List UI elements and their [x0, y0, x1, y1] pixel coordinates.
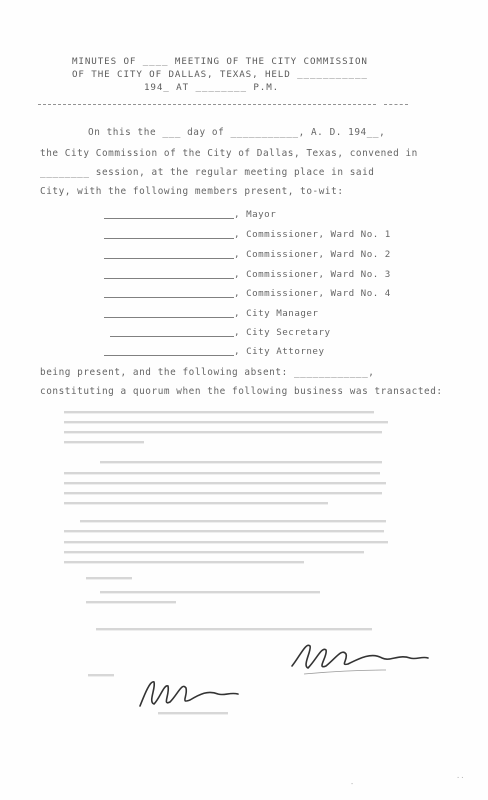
header-separator: [38, 104, 376, 105]
member-blank-ward-3: [104, 278, 234, 279]
scan-mark-left: -: [350, 780, 355, 788]
member-blank-ward-2: [104, 258, 234, 259]
member-role-city-attorney: , City Attorney: [234, 346, 325, 357]
member-blank-city-attorney: [104, 355, 234, 356]
member-role-ward-1: , Commissioner, Ward No. 1: [234, 229, 391, 240]
member-blank-ward-1: [104, 238, 234, 239]
member-role-ward-3: , Commissioner, Ward No. 3: [234, 269, 391, 280]
member-blank-mayor: [104, 218, 234, 219]
scan-mark-right: ··: [456, 774, 465, 782]
member-role-city-manager: , City Manager: [234, 308, 319, 319]
member-blank-city-manager: [104, 317, 234, 318]
member-role-ward-4: , Commissioner, Ward No. 4: [234, 288, 391, 299]
header-line-2: OF THE CITY OF DALLAS, TEXAS, HELD ___________: [72, 69, 368, 80]
member-role-city-secretary: , City Secretary: [234, 327, 331, 338]
member-role-ward-2: , Commissioner, Ward No. 2: [234, 249, 391, 260]
mayor-signature: [286, 636, 436, 680]
member-blank-ward-4: [104, 297, 234, 298]
member-blank-city-secretary: [110, 336, 234, 337]
header-separator-tail: [384, 104, 408, 105]
intro-line-3: ________ session, at the regular meeting place in said: [40, 167, 375, 178]
quorum-line: constituting a quorum when the following business was transacted:: [40, 386, 443, 397]
secretary-signature: [134, 672, 244, 718]
intro-line-4: City, with the following members present, to-wit:: [40, 186, 344, 197]
absent-line: being present, and the following absent: ____________,: [40, 367, 375, 378]
header-line-3: 194_ AT ________ P.M.: [144, 82, 280, 93]
member-role-mayor: , Mayor: [234, 209, 277, 220]
intro-line-2: the City Commission of the City of Dallas, Texas, convened in: [40, 148, 418, 159]
header-line-1: MINUTES OF ____ MEETING OF THE CITY COMMISSION: [72, 56, 368, 67]
intro-line-1: On this the ___ day of ___________, A. D. 194__,: [88, 127, 386, 138]
